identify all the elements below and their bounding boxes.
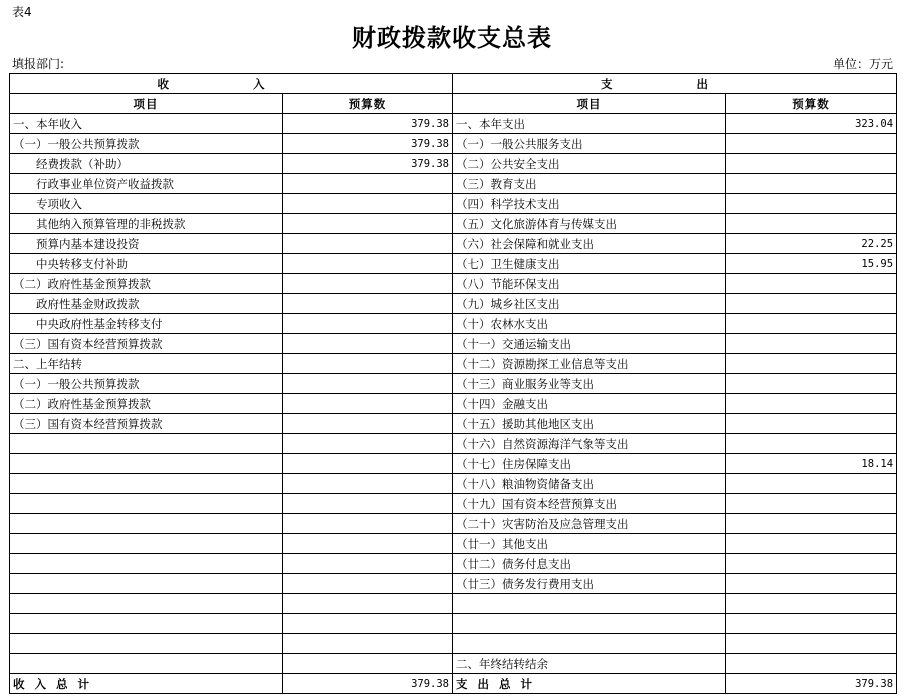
expense-item-cell: （十二）资源勘探工业信息等支出 [453,354,726,374]
income-item-cell: 经费拨款（补助） [10,154,283,174]
income-budget-cell [283,434,453,454]
income-item-cell: 其他纳入预算管理的非税拨款 [10,214,283,234]
table-row [10,594,897,614]
expense-budget-cell [726,554,897,574]
income-item-cell [10,594,283,614]
table-row [10,194,897,214]
income-item-cell [10,434,283,454]
table-number: 表4 [12,5,32,19]
expense-budget-cell [726,214,897,234]
income-budget-cell [283,414,453,434]
income-budget-cell [283,574,453,594]
expense-budget-cell [726,514,897,534]
income-item-cell [10,634,283,654]
expense-budget-cell [726,274,897,294]
table-row [10,514,897,534]
table-row [10,554,897,574]
expense-item-cell: （十九）国有资本经营预算支出 [453,494,726,514]
table-row [10,354,897,374]
income-budget-cell [283,294,453,314]
table-row [10,114,897,134]
income-item-cell: （三）国有资本经营预算拨款 [10,334,283,354]
expense-item-cell: （十八）粮油物资储备支出 [453,474,726,494]
income-budget-cell [283,654,453,674]
expense-item-cell: （廿一）其他支出 [453,534,726,554]
income-budget-cell [283,314,453,334]
expense-budget-cell [726,634,897,654]
table-row [10,614,897,634]
income-total-value: 379.38 [283,674,453,694]
expense-budget-cell [726,654,897,674]
income-budget-cell: 379.38 [283,134,453,154]
income-budget-cell [283,394,453,414]
table-row [10,234,897,254]
expense-item-cell [453,634,726,654]
income-item-cell [10,474,283,494]
income-budget-cell [283,454,453,474]
expense-budget-cell [726,394,897,414]
table-row [10,494,897,514]
income-budget-cell [283,634,453,654]
table-row [10,394,897,414]
expense-item-cell: （十七）住房保障支出 [453,454,726,474]
expense-budget-cell [726,374,897,394]
expense-budget-cell [726,494,897,514]
budget-summary-table [9,73,897,694]
expense-item-cell: （十六）自然资源海洋气象等支出 [453,434,726,454]
income-item-cell: （三）国有资本经营预算拨款 [10,414,283,434]
expense-budget-cell [726,354,897,374]
income-budget-cell: 379.38 [283,154,453,174]
fill-department-label: 填报部门: [12,57,65,71]
income-item-cell [10,654,283,674]
income-item-cell: 政府性基金财政拨款 [10,294,283,314]
income-item-cell [10,454,283,474]
table-row [10,254,897,274]
expense-budget-cell [726,154,897,174]
income-budget-cell [283,494,453,514]
table-row [10,454,897,474]
expense-budget-cell [726,474,897,494]
expense-budget-cell [726,294,897,314]
expense-budget-cell: 15.95 [726,254,897,274]
table-row [10,534,897,554]
column-header-row [10,94,897,114]
income-budget-cell [283,254,453,274]
income-item-column-header: 项目 [10,94,283,114]
income-item-cell: 中央政府性基金转移支付 [10,314,283,334]
income-budget-column-header: 预算数 [283,94,453,114]
income-item-cell: （一）一般公共预算拨款 [10,374,283,394]
income-budget-cell [283,474,453,494]
expense-item-cell: （九）城乡社区支出 [453,294,726,314]
income-item-cell [10,534,283,554]
table-row [10,314,897,334]
income-item-cell: 专项收入 [10,194,283,214]
expense-item-cell: （廿二）债务付息支出 [453,554,726,574]
expense-budget-column-header: 预算数 [726,94,897,114]
unit-label: 单位：万元 [832,57,893,71]
expense-budget-cell [726,174,897,194]
table-row [10,294,897,314]
income-budget-cell [283,274,453,294]
table-row [10,174,897,194]
income-item-cell [10,494,283,514]
expense-section-header: 支 出 [453,74,897,94]
expense-item-cell: （八）节能环保支出 [453,274,726,294]
table-row [10,654,897,674]
income-item-cell: 一、本年收入 [10,114,283,134]
income-item-cell: 预算内基本建设投资 [10,234,283,254]
total-row [10,674,897,694]
income-item-cell: （二）政府性基金预算拨款 [10,274,283,294]
income-budget-cell [283,174,453,194]
expense-item-cell: （三）教育支出 [453,174,726,194]
income-item-cell [10,554,283,574]
income-budget-cell [283,374,453,394]
income-section-header: 收 入 [10,74,453,94]
income-item-cell: 二、上年结转 [10,354,283,374]
expense-item-cell: （十三）商业服务业等支出 [453,374,726,394]
expense-budget-cell [726,134,897,154]
expense-total-value: 379.38 [726,674,897,694]
table-row [10,414,897,434]
income-budget-cell [283,194,453,214]
expense-item-cell: （廿三）债务发行费用支出 [453,574,726,594]
expense-item-cell: （四）科学技术支出 [453,194,726,214]
income-item-cell [10,514,283,534]
income-budget-cell [283,594,453,614]
income-budget-cell [283,514,453,534]
expense-budget-cell [726,594,897,614]
expense-item-cell: （一）一般公共服务支出 [453,134,726,154]
income-budget-cell [283,534,453,554]
document-title: 财政拨款收支总表 [352,23,552,52]
expense-budget-cell [726,534,897,554]
table-row [10,474,897,494]
expense-budget-cell [726,414,897,434]
income-item-cell [10,574,283,594]
expense-budget-cell [726,434,897,454]
expense-item-cell: （七）卫生健康支出 [453,254,726,274]
expense-budget-cell [726,614,897,634]
income-item-cell: 行政事业单位资产收益拨款 [10,174,283,194]
expense-budget-cell: 22.25 [726,234,897,254]
expense-budget-cell [726,194,897,214]
income-budget-cell [283,234,453,254]
income-budget-cell: 379.38 [283,114,453,134]
expense-item-cell [453,614,726,634]
expense-item-cell: （六）社会保障和就业支出 [453,234,726,254]
income-budget-cell [283,354,453,374]
table-row [10,374,897,394]
table-row [10,434,897,454]
income-item-cell [10,614,283,634]
expense-item-cell [453,594,726,614]
income-budget-cell [283,334,453,354]
income-budget-cell [283,614,453,634]
section-header-row [10,74,897,94]
table-row [10,214,897,234]
income-budget-cell [283,214,453,234]
expense-item-cell: （十四）金融支出 [453,394,726,414]
expense-budget-cell: 18.14 [726,454,897,474]
expense-budget-cell [726,334,897,354]
expense-item-cell: （二）公共安全支出 [453,154,726,174]
income-total-label: 收入总计 [10,674,283,694]
income-budget-cell [283,554,453,574]
table-row [10,274,897,294]
table-row [10,634,897,654]
expense-budget-cell: 323.04 [726,114,897,134]
income-item-cell: （一）一般公共预算拨款 [10,134,283,154]
expense-budget-cell [726,314,897,334]
expense-item-cell: （十五）援助其他地区支出 [453,414,726,434]
table-row [10,134,897,154]
expense-item-cell: （五）文化旅游体育与传媒支出 [453,214,726,234]
expense-item-cell: （十一）交通运输支出 [453,334,726,354]
table-row [10,574,897,594]
income-item-cell: （二）政府性基金预算拨款 [10,394,283,414]
expense-item-cell: 二、年终结转结余 [453,654,726,674]
expense-budget-cell [726,574,897,594]
income-item-cell: 中央转移支付补助 [10,254,283,274]
table-row [10,334,897,354]
expense-item-cell: 一、本年支出 [453,114,726,134]
table-row [10,154,897,174]
expense-item-column-header: 项目 [453,94,726,114]
expense-total-label: 支出总计 [453,674,726,694]
expense-item-cell: （二十）灾害防治及应急管理支出 [453,514,726,534]
expense-item-cell: （十）农林水支出 [453,314,726,334]
